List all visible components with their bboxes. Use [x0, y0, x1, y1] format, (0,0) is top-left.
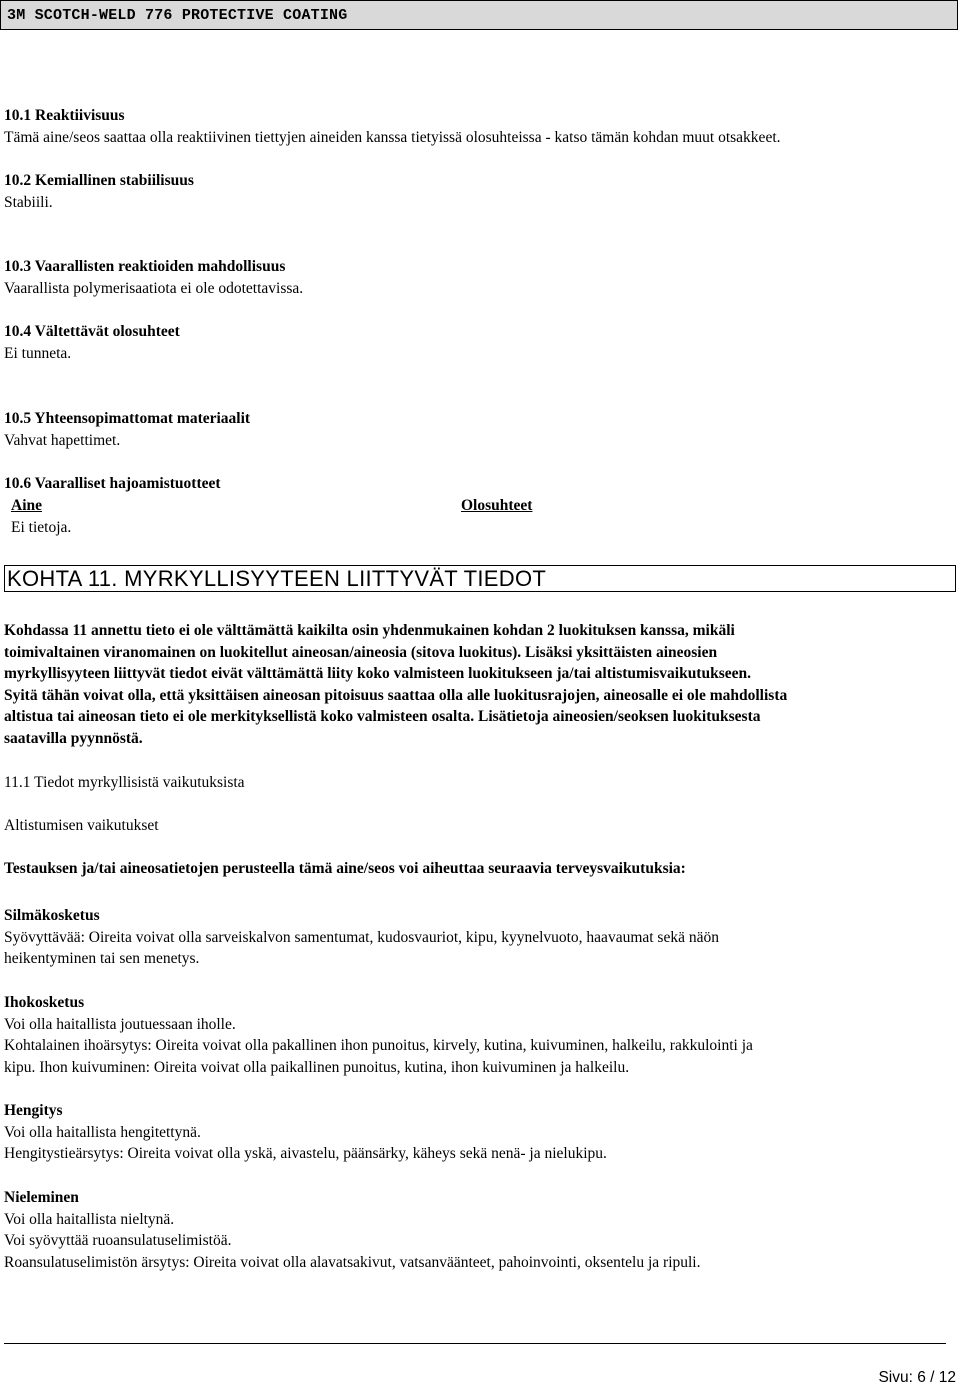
section-text: Ei tunneta. — [4, 344, 72, 362]
section-heading: 10.3 Vaarallisten reaktioiden mahdollisuus — [4, 258, 286, 275]
section-heading: 10.1 Reaktiivisuus — [4, 107, 125, 124]
eye-contact — [4, 905, 954, 970]
exposure-effects — [4, 815, 954, 837]
section-10-3 — [4, 256, 954, 299]
subsection-heading: Altistumisen vaikutukset — [4, 817, 159, 834]
subsection-text: Voi syövyttää ruoansulatuselimistöä. — [4, 1232, 232, 1249]
subsection-heading: Hengitys — [4, 1102, 63, 1119]
section-11-title: KOHTA 11. MYRKYLLISYYTEEN LIITTYVÄT TIEDOT — [7, 566, 547, 591]
subsection-heading: Testauksen ja/tai aineosatietojen perusteella tämä aine/seos voi aiheuttaa seuraavia terveysvaikutuksia: — [4, 860, 686, 877]
subsection-heading: Silmäkosketus — [4, 907, 100, 924]
section-11-title-box — [4, 565, 956, 592]
ingestion — [4, 1187, 954, 1273]
section-10-1 — [4, 105, 954, 148]
footer-divider — [4, 1343, 946, 1344]
subsection-text: kipu. Ihon kuivuminen: Oireita voivat olla paikallinen punoitus, kutina, ihon kuivuminen ja halkeilu. — [4, 1058, 630, 1076]
product-title: 3M SCOTCH-WELD 776 PROTECTIVE COATING — [7, 7, 348, 24]
intro-line: myrkyllisyyteen liittyvät tiedot eivät välttämättä liity koko valmisteen luokitukseen ja/tai altistumisvaikutukseen. — [4, 665, 751, 682]
subsection-text: Voi olla haitallista joutuessaan iholle. — [4, 1015, 236, 1033]
section-10-6 — [4, 473, 954, 495]
subsection-text: Voi olla haitallista hengitettynä. — [4, 1123, 201, 1141]
table-cell-aine: Ei tietoja. — [11, 519, 72, 536]
section-10-2 — [4, 170, 954, 213]
section-text: Tämä aine/seos saattaa olla reaktiivinen tiettyjen aineiden kanssa tietyissä olosuhteissa - katso tämän kohdan muut otsakkeet. — [4, 128, 781, 146]
skin-contact — [4, 992, 954, 1078]
intro-line: toimivaltainen viranomainen on luokitellut aineosan/aineosia (sitova luokitus). Lisäksi yksittäisten aineosien — [4, 643, 718, 661]
section-text: Vaarallista polymerisaatiota ei ole odotettavissa. — [4, 279, 304, 297]
column-header-aine: Aine — [11, 497, 42, 514]
intro-line: altistua tai aineosan tieto ei ole merkityksellistä koko valmisteen osalta. Lisätietoja aineosien/seoksen luokituksesta — [4, 708, 761, 725]
subsection-text: Voi olla haitallista nieltynä. — [4, 1210, 175, 1228]
document-header-bar — [0, 0, 958, 30]
section-11-intro — [4, 620, 954, 749]
subsection-text: Kohtalainen ihoärsytys: Oireita voivat olla pakallinen ihon punoitus, kirvely, kutina, kuivuminen, halkeilu, rakkulointi ja — [4, 1037, 753, 1054]
intro-line: Syitä tähän voivat olla, että yksittäisen aineosan pitoisuus saattaa olla alle luokitusrajojen, aineosalle ei ole mahdollista — [4, 686, 788, 704]
section-text: Stabiili. — [4, 193, 53, 211]
subsection-heading: Ihokosketus — [4, 994, 85, 1011]
testing-statement — [4, 858, 954, 880]
subsection-heading: Nieleminen — [4, 1189, 79, 1206]
section-10-4 — [4, 321, 954, 364]
column-header-olosuhteet: Olosuhteet — [461, 497, 533, 514]
subsection-text: heikentyminen tai sen menetys. — [4, 950, 200, 967]
section-heading: 10.4 Vältettävät olosuhteet — [4, 323, 180, 340]
section-heading: 10.5 Yhteensopimattomat materiaalit — [4, 410, 251, 427]
section-11-1 — [4, 772, 954, 794]
inhalation — [4, 1100, 954, 1165]
section-text: Vahvat hapettimet. — [4, 431, 121, 449]
intro-line: Kohdassa 11 annettu tieto ei ole välttämättä kaikilta osin yhdenmukainen kohdan 2 luokituksen kanssa, mikäli — [4, 622, 735, 639]
section-10-5 — [4, 408, 954, 451]
section-heading: 11.1 Tiedot myrkyllisistä vaikutuksista — [4, 774, 245, 791]
section-heading: 10.2 Kemiallinen stabiilisuus — [4, 172, 194, 189]
subsection-text: Roansulatuselimistön ärsytys: Oireita voivat olla alavatsakivut, vatsanväänteet, pahoinvointi, oksentelu ja ripuli. — [4, 1253, 701, 1271]
intro-line: saatavilla pyynnöstä. — [4, 729, 143, 747]
subsection-text: Hengitystieärsytys: Oireita voivat olla yskä, aivastelu, päänsärky, käheys sekä nenä- ja nielukipu. — [4, 1145, 607, 1162]
page-number: Sivu: 6 / 12 — [878, 1369, 956, 1386]
section-heading: 10.6 Vaaralliset hajoamistuotteet — [4, 475, 221, 492]
subsection-text: Syövyttävää: Oireita voivat olla sarveiskalvon samentumat, kudosvauriot, kipu, kyynelvuoto, haavaumat sekä näön — [4, 928, 719, 946]
